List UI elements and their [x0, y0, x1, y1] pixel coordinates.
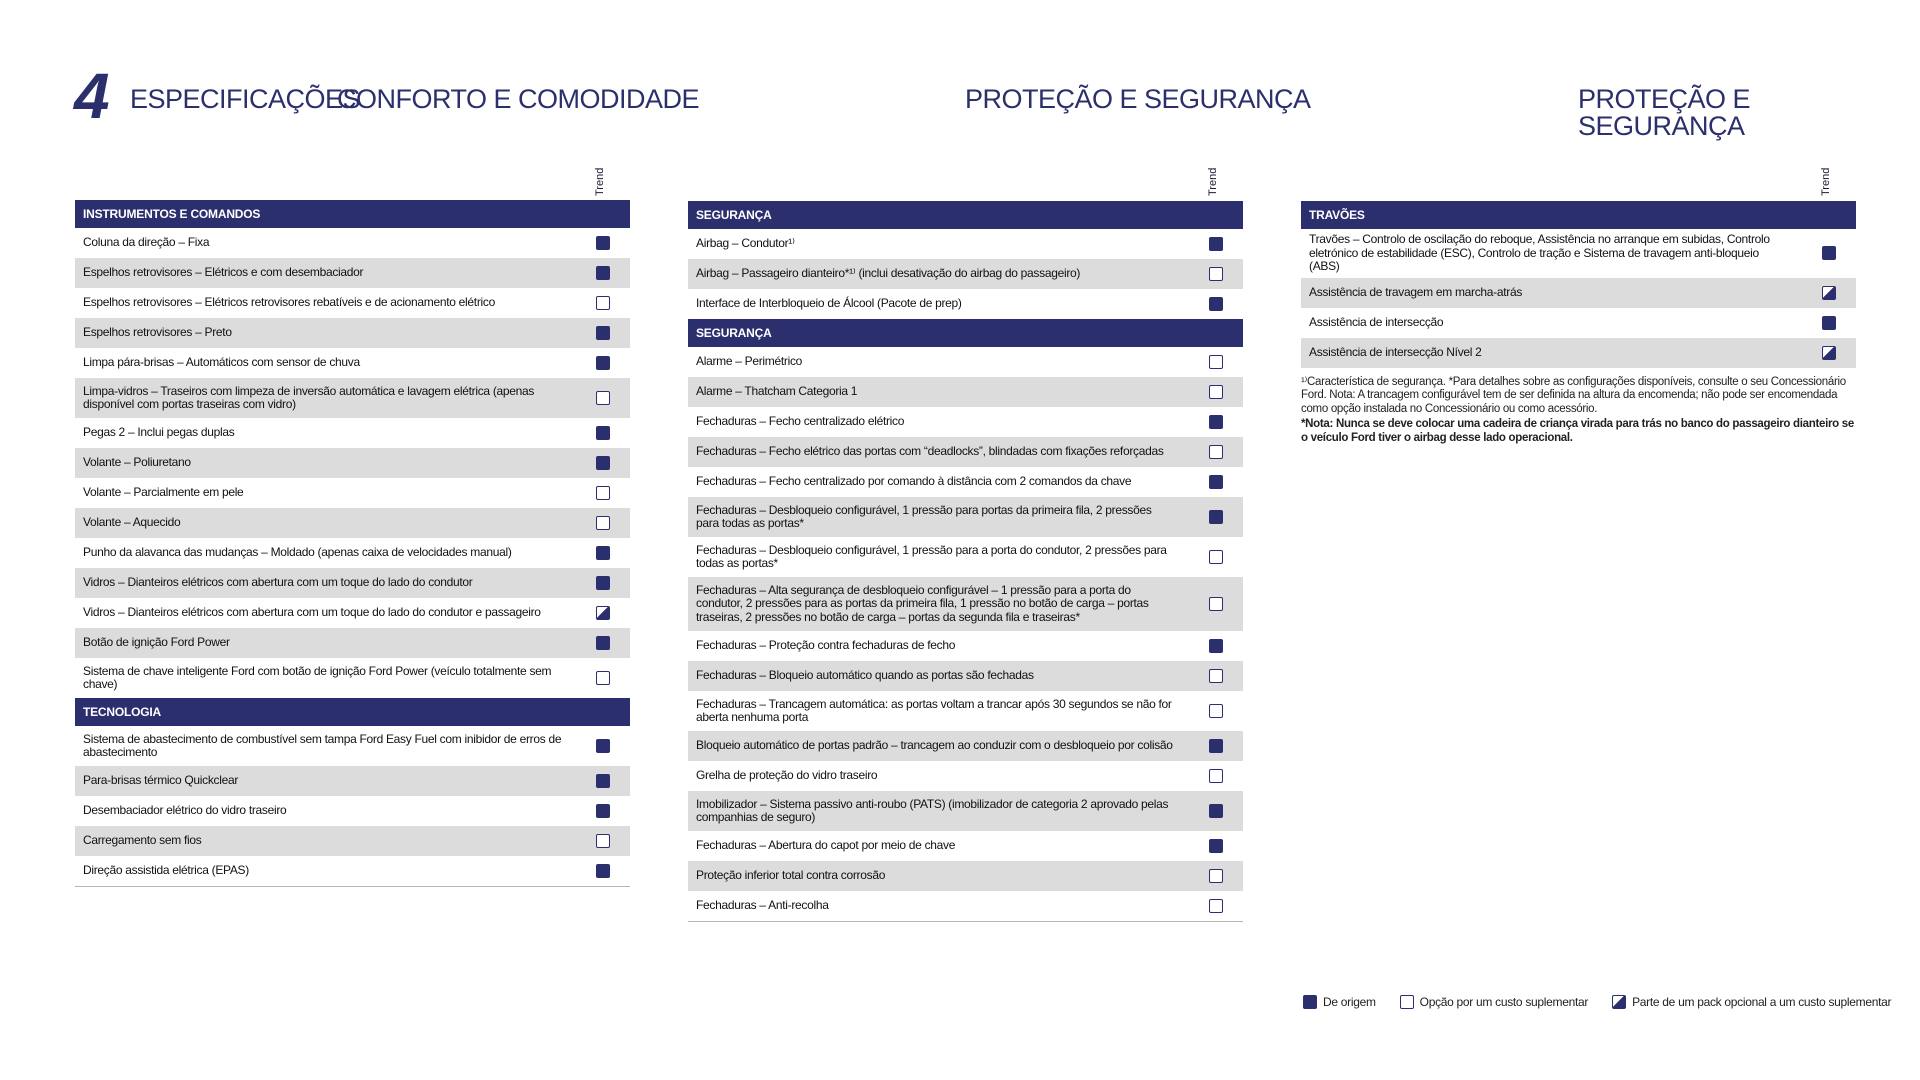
row-list: [75, 726, 630, 886]
spec-label: Alarme – Perimétrico: [696, 354, 803, 369]
spec-label: Assistência de intersecção Nível 2: [1309, 344, 1482, 359]
option-marker-icon: [1209, 669, 1223, 683]
option-marker-icon: [596, 391, 610, 405]
spec-row: [688, 377, 1243, 407]
standard-marker-icon: [596, 804, 610, 818]
spec-label: Fechaduras – Bloqueio automático quando as portas são fechadas: [696, 668, 1034, 683]
spec-label: Airbag – Condutor¹⁾: [696, 236, 795, 251]
standard-marker-icon: [1209, 415, 1223, 429]
option-marker-icon: [1209, 597, 1223, 611]
spec-label: Sistema de chave inteligente Ford com botão de ignição Ford Power (veículo totalmente sem chave): [83, 663, 552, 691]
standard-marker-icon: [1209, 739, 1223, 753]
standard-marker-icon: [596, 739, 610, 753]
spec-label: Fechaduras – Proteção contra fechaduras de fecho: [696, 638, 956, 653]
trend-label: Trend: [1820, 167, 1832, 196]
spec-row: [75, 598, 630, 628]
option-marker-icon: [1209, 445, 1223, 459]
spec-label: Interface de Interbloqueio de Álcool (Pacote de prep): [696, 296, 962, 311]
spec-row: [75, 568, 630, 598]
spec-row: [688, 661, 1243, 691]
legend-standard-label: De origem: [1323, 995, 1376, 1009]
standard-marker-icon: [596, 236, 610, 250]
spec-row: [688, 289, 1243, 319]
spec-row: [75, 766, 630, 796]
option-marker-icon: [596, 516, 610, 530]
spec-row: [688, 861, 1243, 891]
spec-row: [688, 631, 1243, 661]
spec-label: Volante – Aquecido: [83, 515, 181, 530]
spec-row: [688, 467, 1243, 497]
option-marker-icon: [1209, 355, 1223, 369]
spec-row: [688, 791, 1243, 831]
option-marker-icon: [1209, 869, 1223, 883]
spec-row: [75, 318, 630, 348]
spec-label: Assistência de travagem em marcha-atrás: [1309, 284, 1523, 299]
column1-title: CONFORTO E COMODIDADE: [337, 84, 700, 114]
pack-marker-icon: [1822, 286, 1836, 300]
spec-row: [688, 437, 1243, 467]
option-marker-icon: [1209, 899, 1223, 913]
spec-row: [688, 229, 1243, 259]
spec-row: [688, 497, 1243, 537]
spec-row: [688, 831, 1243, 861]
spec-row: [75, 258, 630, 288]
spec-row: [75, 658, 630, 698]
spec-row: [75, 538, 630, 568]
spec-label: Fechaduras – Anti-recolha: [696, 898, 829, 913]
spec-label: Fechaduras – Desbloqueio configurável, 1 pressão para a porta do condutor, 2 pressões para todas as portas*: [696, 542, 1167, 570]
spec-label: Grelha de proteção do vidro traseiro: [696, 768, 878, 783]
spec-label: Assistência de intersecção: [1309, 314, 1444, 329]
spec-row: [75, 478, 630, 508]
option-marker-icon: [1209, 385, 1223, 399]
section-header: SEGURANÇA: [688, 319, 1243, 347]
spec-label: Vidros – Dianteiros elétricos com abertura com um toque do lado do condutor: [83, 575, 473, 590]
spec-row: [75, 228, 630, 258]
legend: [1303, 995, 1891, 1009]
spec-label: Para-brisas térmico Quickclear: [83, 773, 239, 788]
option-marker-icon: [596, 671, 610, 685]
pack-marker-icon: [596, 606, 610, 620]
trend-header-col2: [1207, 166, 1219, 196]
option-marker-icon: [1209, 704, 1223, 718]
spec-row: [1301, 308, 1856, 338]
trend-header-col3: [1820, 166, 1832, 196]
column-protecao: [688, 201, 1243, 922]
spec-row: [688, 577, 1243, 631]
standard-marker-icon: [596, 576, 610, 590]
standard-marker-icon: [596, 864, 610, 878]
standard-marker-icon: [596, 456, 610, 470]
option-marker-icon: [1209, 550, 1223, 564]
spec-label: Punho da alavanca das mudanças – Moldado (apenas caixa de velocidades manual): [83, 545, 512, 560]
spec-row: [688, 347, 1243, 377]
column3-title: PROTEÇÃO E SEGURANÇA: [1578, 84, 1751, 141]
spec-label: Fechaduras – Fecho elétrico das portas com “deadlocks”, blindadas com fixações reforçadas: [696, 444, 1164, 459]
column-conforto: [75, 200, 630, 887]
option-marker-icon: [1209, 769, 1223, 783]
footnote: ¹⁾Característica de segurança. *Para detalhes sobre as configurações disponíveis, consulte o seu Concessionário Ford. Nota: A trancagem configurável tem de ser definida na altura da encomenda; não pode ser encomendada como opção instalada no Concessionário ou como acessório.: [1301, 375, 1846, 415]
legend-option-icon: [1400, 995, 1414, 1009]
trend-label: Trend: [1207, 167, 1219, 196]
standard-marker-icon: [596, 774, 610, 788]
standard-marker-icon: [1209, 237, 1223, 251]
row-list: [688, 229, 1243, 319]
spec-label: Fechaduras – Trancagem automática: as portas voltam a trancar após 30 segundos se não for aberta nenhuma porta: [696, 696, 1172, 724]
spec-label: Coluna da direção – Fixa: [83, 235, 210, 250]
standard-marker-icon: [1822, 316, 1836, 330]
spec-row: [75, 628, 630, 658]
spec-row: [688, 731, 1243, 761]
spec-label: Fechaduras – Fecho centralizado elétrico: [696, 414, 905, 429]
standard-marker-icon: [1209, 297, 1223, 311]
spec-label: Desembaciador elétrico do vidro traseiro: [83, 803, 287, 818]
spec-row: [75, 796, 630, 826]
spec-row: [688, 259, 1243, 289]
chapter-number: 4: [74, 60, 108, 132]
spec-label: Volante – Parcialmente em pele: [83, 485, 244, 500]
spec-label: Fechaduras – Desbloqueio configurável, 1 pressão para portas da primeira fila, 2 pressões para todas as portas*: [696, 502, 1152, 530]
spec-label: Fechaduras – Fecho centralizado por comando à distância com 2 comandos da chave: [696, 474, 1132, 489]
spec-label: Limpa pára-brisas – Automáticos com sensor de chuva: [83, 355, 360, 370]
spec-label: Fechaduras – Abertura do capot por meio de chave: [696, 838, 956, 853]
spec-label: Espelhos retrovisores – Preto: [83, 325, 232, 340]
option-marker-icon: [596, 834, 610, 848]
standard-marker-icon: [596, 546, 610, 560]
section-header: TRAVÕES: [1301, 201, 1856, 229]
legend-pack-icon: [1612, 995, 1626, 1009]
legend-pack-label: Parte de um pack opcional a um custo suplementar: [1632, 995, 1892, 1009]
option-marker-icon: [596, 296, 610, 310]
spec-label: Travões – Controlo de oscilação do reboque, Assistência no arranque em subidas, Controlo eletrónico de estabilidade (ESC), Controlo de tração e Sistema de travagem anti-bloqueio (ABS): [1309, 232, 1770, 273]
spec-row: [75, 856, 630, 886]
row-list: [1301, 229, 1856, 368]
standard-marker-icon: [596, 326, 610, 340]
standard-marker-icon: [596, 266, 610, 280]
spec-row: [75, 288, 630, 318]
standard-marker-icon: [1209, 510, 1223, 524]
spec-label: Bloqueio automático de portas padrão – trancagem ao conduzir com o desbloqueio por colisão: [696, 738, 1173, 753]
legend-option-label: Opção por um custo suplementar: [1419, 995, 1589, 1009]
spec-row: [75, 348, 630, 378]
spec-label: Pegas 2 – Inclui pegas duplas: [83, 425, 235, 440]
spec-row: [75, 826, 630, 856]
column-travoes: [1301, 201, 1856, 445]
column2-title: PROTEÇÃO E SEGURANÇA: [965, 84, 1311, 114]
spec-label: Limpa-vidros – Traseiros com limpeza de inversão automática e lavagem elétrica (apenas disponível com portas traseiras com vidro): [83, 383, 535, 411]
spec-label: Vidros – Dianteiros elétricos com abertura com um toque do lado do condutor e passageiro: [83, 605, 541, 620]
pack-marker-icon: [1822, 346, 1836, 360]
spec-row: [688, 537, 1243, 577]
spec-row: [1301, 229, 1856, 278]
spec-row: [688, 891, 1243, 921]
spec-label: Botão de ignição Ford Power: [83, 635, 230, 650]
standard-marker-icon: [1209, 639, 1223, 653]
section-header: INSTRUMENTOS E COMANDOS: [75, 200, 630, 228]
spec-row: [688, 761, 1243, 791]
option-marker-icon: [1209, 267, 1223, 281]
section-header: TECNOLOGIA: [75, 698, 630, 726]
spec-label: Airbag – Passageiro dianteiro*¹⁾ (inclui desativação do airbag do passageiro): [696, 266, 1081, 281]
standard-marker-icon: [1209, 804, 1223, 818]
spec-row: [1301, 338, 1856, 368]
option-marker-icon: [596, 486, 610, 500]
spec-row: [75, 418, 630, 448]
section-header: SEGURANÇA: [688, 201, 1243, 229]
spec-row: [75, 378, 630, 418]
trend-label: Trend: [594, 167, 606, 196]
spec-row: [688, 691, 1243, 731]
footnote-warning: *Nota: Nunca se deve colocar uma cadeira de criança virada para trás no banco do passageiro dianteiro se o veículo Ford tiver o airbag desse lado operacional.: [1301, 418, 1854, 444]
spec-label: Alarme – Thatcham Categoria 1: [696, 384, 858, 399]
trend-header-col1: [594, 166, 606, 196]
spec-label: Espelhos retrovisores – Elétricos retrovisores rebatíveis e de acionamento elétrico: [83, 295, 495, 310]
standard-marker-icon: [596, 426, 610, 440]
standard-marker-icon: [596, 356, 610, 370]
chapter-title: ESPECIFICAÇÕES: [130, 84, 361, 114]
spec-row: [75, 448, 630, 478]
row-list: [688, 347, 1243, 921]
standard-marker-icon: [1209, 475, 1223, 489]
spec-row: [688, 407, 1243, 437]
standard-marker-icon: [1822, 246, 1836, 260]
legend-standard-icon: [1303, 995, 1317, 1009]
standard-marker-icon: [596, 636, 610, 650]
spec-row: [75, 508, 630, 538]
standard-marker-icon: [1209, 839, 1223, 853]
spec-label: Direção assistida elétrica (EPAS): [83, 863, 249, 878]
spec-row: [1301, 278, 1856, 308]
spec-label: Volante – Poliuretano: [83, 455, 191, 470]
row-list: [75, 228, 630, 698]
spec-label: Fechaduras – Alta segurança de desbloqueio configurável – 1 pressão para a porta do condutor, 2 pressões para as portas da primeira fila, 1 pressão no botão de carga – portas traseiras, 2 pressões no botão de carga – portas da segunda fila e traseiras*: [696, 582, 1149, 624]
spec-label: Carregamento sem fios: [83, 833, 202, 848]
spec-label: Proteção inferior total contra corrosão: [696, 868, 886, 883]
spec-label: Espelhos retrovisores – Elétricos e com desembaciador: [83, 265, 364, 280]
spec-label: Imobilizador – Sistema passivo anti-roubo (PATS) (imobilizador de categoria 2 aprovado pelas companhias de seguro): [696, 796, 1169, 824]
spec-label: Sistema de abastecimento de combustível sem tampa Ford Easy Fuel com inibidor de erros de abastecimento: [83, 731, 562, 759]
spec-row: [75, 726, 630, 766]
